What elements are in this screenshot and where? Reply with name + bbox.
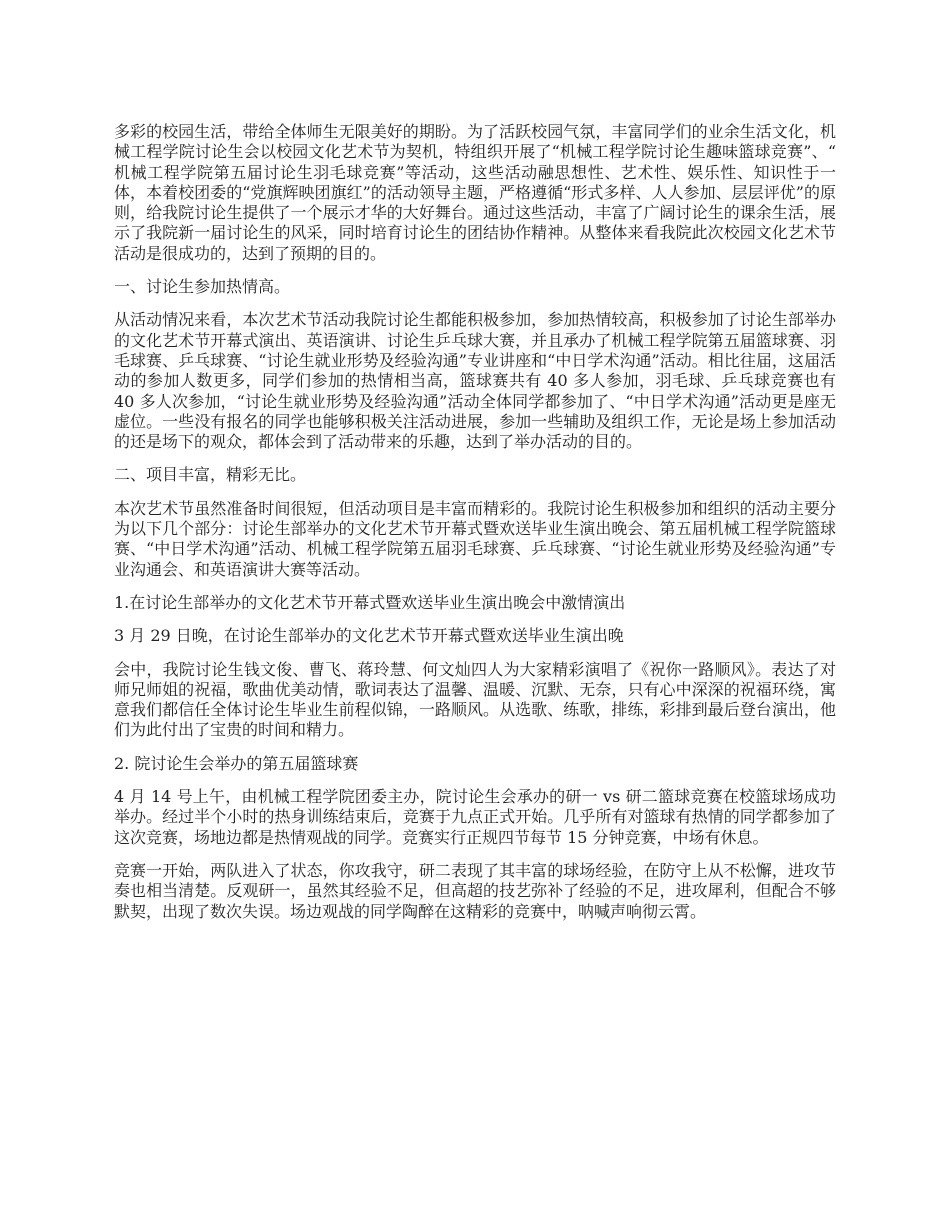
document-body [114, 122, 836, 935]
paragraph-song-performance: 会中，我院讨论生钱文俊、曹飞、蒋玲慧、何文灿四人为大家精彩演唱了《祝你一路顺风》。表达了对师兄师姐的祝福，歌曲优美动情，歌词表达了温馨、温暖、沉默、无奈，只有心中深深的祝福环绕，寓意我们都信任全体讨论生毕业生前程似锦，一路顺风。从选歌、练歌，排练，彩排到最后登台演出，他们为此付出了宝贵的时间和精力。 [114, 659, 836, 740]
subheading-opening-performance: 1.在讨论生部举办的文化艺术节开幕式暨欢送毕业生演出晚会中激情演出 [114, 592, 626, 612]
subheading-basketball: 2. 院讨论生会举办的第五届篮球赛 [114, 753, 359, 773]
section-heading-1: 一、讨论生参加热情高。 [114, 277, 291, 297]
paragraph-march-29: 3 月 29 日晚，在讨论生部举办的文化艺术节开幕式暨欢送毕业生演出晚 [114, 626, 624, 646]
paragraph-projects: 本次艺术节虽然准备时间很短，但活动项目是丰富而精彩的。我院讨论生积极参加和组织的活动主要分为以下几个部分：讨论生部举办的文化艺术节开幕式暨欢送毕业生演出晚会、第五届机械工程学院篮球赛、“中日学术沟通”活动、机械工程学院第五届羽毛球赛、乒乓球赛、“讨论生就业形势及经验沟通”专业沟通会、和英语演讲大赛等活动。 [114, 498, 836, 579]
paragraph-basketball-match: 竞赛一开始，两队进入了状态，你攻我守，研二表现了其丰富的球场经验，在防守上从不松懈，进攻节奏也相当清楚。反观研一，虽然其经验不足，但高超的技艺弥补了经验的不足，进攻犀利，但配合不够默契，出现了数次失误。场边观战的同学陶醉在这精彩的竞赛中，呐喊声响彻云霄。 [114, 860, 836, 921]
section-heading-2: 二、项目丰富，精彩无比。 [114, 465, 307, 485]
paragraph-intro: 多彩的校园生活，带给全体师生无限美好的期盼。为了活跃校园气氛，丰富同学们的业余生活文化，机械工程学院讨论生会以校园文化艺术节为契机，特组织开展了“机械工程学院讨论生趣味篮球竞赛”、“ 机械工程学院第五届讨论生羽毛球竞赛”等活动，这些活动融思想性、艺术性、娱乐性、知识性于一体，本着校团委的“党旗辉映团旗红”的活动领导主题，严格遵循“形式多样、人人参加、层层评优”的原则，给我院讨论生提供了一个展示才华的大好舞台。通过这些活动，丰富了广阔讨论生的课余生活，展示了我院新一届讨论生的风采，同时培育讨论生的团结协作精神。从整体来看我院此次校园文化艺术节活动是很成功的，达到了预期的目的。 [114, 122, 836, 263]
paragraph-participation: 从活动情况来看，本次艺术节活动我院讨论生都能积极参加，参加热情较高，积极参加了讨论生部举办的文化艺术节开幕式演出、英语演讲、讨论生乒乓球大赛，并且承办了机械工程学院第五届篮球赛、羽毛球赛、乒乓球赛、“讨论生就业形势及经验沟通”专业讲座和“中日学术沟通”活动。相比往届，这届活动的参加人数更多，同学们参加的热情相当高，篮球赛共有 40 多人参加，羽毛球、乒乓球竞赛也有 40 多人次参加，“讨论生就业形势及经验沟通”活动全体同学都参加了、“中日学术沟通”活动更是座无虚位。一些没有报名的同学也能够积极关注活动进展，参加一些辅助及组织工作，无论是场上参加活动的还是场下的观众，都体会到了活动带来的乐趣，达到了举办活动的目的。 [114, 310, 836, 452]
paragraph-basketball-intro: 4 月 14 号上午，由机械工程学院团委主办，院讨论生会承办的研一 vs 研二篮球竞赛在校篮球场成功举办。经过半个小时的热身训练结束后，竞赛于九点正式开始。几乎所有对篮球有热情的同学都参加了这次竞赛，场地边都是热情观战的同学。竞赛实行正规四节每节 15 分钟竞赛，中场有休息。 [114, 787, 836, 847]
